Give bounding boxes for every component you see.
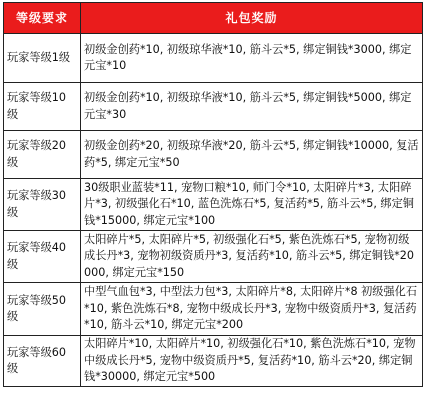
level-cell: 玩家等级1级 <box>4 34 81 83</box>
level-cell: 玩家等级50级 <box>4 283 81 336</box>
table-header-row <box>4 3 423 34</box>
level-cell: 玩家等级60级 <box>4 336 81 387</box>
level-cell: 玩家等级40级 <box>4 231 81 283</box>
reward-cell: 太阳碎片*5, 太阳碎片*5, 初级强化石*5, 紫色洗炼石*5, 宠物初级成长丹*3, 宠物初级资质丹*3, 复活药*10, 筋斗云*5, 绑定铜钱*20000, 绑定元宝*150 <box>81 231 423 283</box>
table-row <box>4 131 423 179</box>
reward-cell: 太阳碎片*10, 太阳碎片*10, 初级强化石*10, 紫色洗炼石*10, 宠物中级成长丹*5, 宠物中级资质丹*5, 复活药*10, 筋斗云*20, 绑定铜钱*30000, 绑定元宝*500 <box>81 336 423 387</box>
table-row <box>4 283 423 336</box>
table-row <box>4 231 423 283</box>
level-reward-table <box>3 2 423 387</box>
table-row <box>4 336 423 387</box>
reward-cell: 30级职业蓝装*11, 宠物口粮*10, 师门令*10, 太阳碎片*3, 太阳碎片*3, 初级强化石*10, 蓝色洗炼石*5, 复活药*5, 筋斗云*5, 绑定铜钱*15000, 绑定元宝*100 <box>81 179 423 231</box>
reward-cell: 初级金创药*20, 初级琼华液*20, 筋斗云*5, 绑定铜钱*10000, 复活药*5, 绑定元宝*50 <box>81 131 423 179</box>
reward-column-header: 礼包奖励 <box>81 3 423 34</box>
level-cell: 玩家等级20级 <box>4 131 81 179</box>
table-row <box>4 83 423 131</box>
level-cell: 玩家等级10级 <box>4 83 81 131</box>
reward-cell: 中型气血包*3, 中型法力包*3, 太阳碎片*8, 太阳碎片*8 初级强化石*10, 紫色洗炼石*8, 宠物中级成长丹*3, 宠物中级资质丹*3, 复活药*10, 筋斗云*10, 绑定元宝*200 <box>81 283 423 336</box>
reward-cell: 初级金创药*10, 初级琼华液*10, 筋斗云*5, 绑定铜钱*3000, 绑定元宝*10 <box>81 34 423 83</box>
reward-cell: 初级金创药*10, 初级琼华液*10, 筋斗云*5, 绑定铜钱*5000, 绑定元宝*30 <box>81 83 423 131</box>
level-cell: 玩家等级30级 <box>4 179 81 231</box>
table-row <box>4 34 423 83</box>
level-column-header: 等级要求 <box>4 3 81 34</box>
table-row <box>4 179 423 231</box>
reward-table-container <box>3 2 422 387</box>
